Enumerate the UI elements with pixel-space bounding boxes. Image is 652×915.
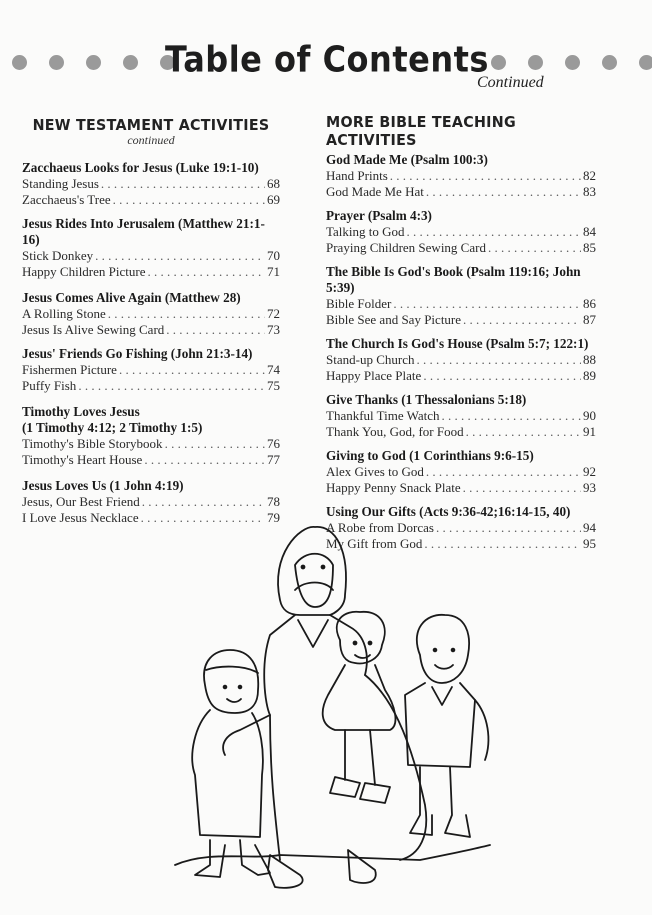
toc-entry[interactable] [326, 480, 596, 496]
entry-label: Happy Penny Snack Plate [326, 480, 461, 495]
page-subtitle: Continued [477, 74, 544, 91]
page-number: 73 [267, 322, 280, 337]
entry-label: Talking to God [326, 224, 405, 239]
entry-label: Timothy's Heart House [22, 452, 143, 467]
entry-label: A Rolling Stone [22, 306, 106, 321]
page-number: 89 [583, 368, 596, 383]
entry-label: Alex Gives to God [326, 464, 424, 479]
dot-icon [491, 55, 506, 70]
page-number: 87 [583, 312, 596, 327]
entry-label: Praying Children Sewing Card [326, 240, 486, 255]
dot-leader [463, 480, 581, 496]
page-number: 70 [267, 248, 280, 263]
dot-leader [488, 240, 581, 256]
entry-label: Stand-up Church [326, 352, 415, 367]
toc-group [326, 392, 596, 440]
dot-leader [426, 184, 581, 200]
group-title: The Bible Is God's Book (Psalm 119:16; John 5:39) [326, 264, 581, 295]
toc-group [326, 264, 596, 328]
dot-leader [463, 312, 581, 328]
toc-group [326, 208, 596, 256]
entry-label: God Made Me Hat [326, 184, 424, 199]
dot-leader [113, 192, 265, 208]
page-number: 83 [583, 184, 596, 199]
toc-group [22, 160, 280, 208]
group-title: God Made Me (Psalm 100:3) [326, 152, 488, 167]
dot-leader [390, 168, 581, 184]
toc-group [326, 152, 596, 200]
dot-leader [423, 368, 581, 384]
page-title: Table of Contents [165, 38, 489, 81]
entry-label: Hand Prints [326, 168, 388, 183]
toc-entry[interactable] [326, 296, 596, 312]
toc-group [326, 336, 596, 384]
page-number: 94 [583, 520, 596, 535]
page-number: 85 [583, 240, 596, 255]
toc-entry[interactable] [22, 192, 280, 208]
page-number: 91 [583, 424, 596, 439]
page-number: 71 [267, 264, 280, 279]
entry-label: Bible Folder [326, 296, 392, 311]
toc-entry[interactable] [326, 168, 596, 184]
toc-entry[interactable] [22, 436, 280, 452]
dot-leader [142, 494, 265, 510]
dot-leader [101, 176, 265, 192]
decorative-dots-left [12, 55, 175, 70]
toc-entry[interactable] [22, 264, 280, 280]
entry-label: Stick Donkey [22, 248, 94, 263]
dot-leader [393, 296, 581, 312]
page-number: 82 [583, 168, 596, 183]
page-number: 86 [583, 296, 596, 311]
dot-leader [147, 264, 265, 280]
toc-entry[interactable] [326, 424, 596, 440]
entry-label: Timothy's Bible Storybook [22, 436, 163, 451]
dot-icon [565, 55, 580, 70]
dot-leader [426, 464, 581, 480]
page-number: 72 [267, 306, 280, 321]
page-number: 93 [583, 480, 596, 495]
entry-label: Happy Children Picture [22, 264, 146, 279]
page-number: 68 [267, 176, 280, 191]
group-title: Using Our Gifts (Acts 9:36-42;16:14-15, 40) [326, 504, 571, 519]
group-title: Zacchaeus Looks for Jesus (Luke 19:1-10) [22, 160, 259, 175]
entry-label: My Gift from God [326, 536, 423, 551]
group-title-scripture: (1 Timothy 4:12; 2 Timothy 1:5) [22, 420, 203, 435]
toc-group [22, 346, 280, 394]
entry-label: Puffy Fish [22, 378, 77, 393]
dot-icon [528, 55, 543, 70]
toc-group [22, 290, 280, 338]
page-number: 84 [583, 224, 596, 239]
page-number: 90 [583, 408, 596, 423]
dot-icon [639, 55, 652, 70]
page-header [0, 38, 652, 98]
page-number: 88 [583, 352, 596, 367]
decorative-dots-right [491, 55, 652, 70]
toc-entry[interactable] [22, 248, 280, 264]
group-title: Prayer (Psalm 4:3) [326, 208, 432, 223]
page-number: 92 [583, 464, 596, 479]
page-number: 76 [267, 436, 280, 451]
entry-label: I Love Jesus Necklace [22, 510, 139, 525]
entry-label: Thank You, God, for Food [326, 424, 464, 439]
toc-group [22, 216, 280, 280]
dot-icon [12, 55, 27, 70]
entry-label: Jesus Is Alive Sewing Card [22, 322, 165, 337]
group-title: Give Thanks (1 Thessalonians 5:18) [326, 392, 527, 407]
more-bible-activities-column [326, 113, 596, 552]
entry-label: Fishermen Picture [22, 362, 117, 377]
toc-entry[interactable] [22, 322, 280, 338]
dot-icon [49, 55, 64, 70]
dot-icon [123, 55, 138, 70]
dot-leader [144, 452, 265, 468]
jesus-with-children-illustration [170, 515, 500, 910]
section-subtitle: continued [127, 133, 175, 147]
entry-label: A Robe from Dorcas [326, 520, 434, 535]
page-number: 95 [583, 536, 596, 551]
page-number: 77 [267, 452, 280, 467]
entry-label: Standing Jesus [22, 176, 99, 191]
page-number: 79 [267, 510, 280, 525]
toc-entry[interactable] [22, 378, 280, 394]
dot-leader [95, 248, 265, 264]
dot-icon [86, 55, 101, 70]
dot-leader [108, 306, 265, 322]
toc-entry[interactable] [326, 240, 596, 256]
dot-leader [466, 424, 581, 440]
entry-label: Bible See and Say Picture [326, 312, 462, 327]
toc-entry[interactable] [326, 408, 596, 424]
dot-leader [165, 436, 265, 452]
entry-label: Thankful Time Watch [326, 408, 440, 423]
toc-entry[interactable] [326, 312, 596, 328]
page-number: 75 [267, 378, 280, 393]
toc-entry[interactable] [326, 368, 596, 384]
dot-leader [78, 378, 265, 394]
dot-leader [166, 322, 265, 338]
toc-entry[interactable] [326, 464, 596, 480]
entry-label: Zacchaeus's Tree [22, 192, 111, 207]
toc-entry[interactable] [22, 494, 280, 510]
group-title: Timothy Loves Jesus [22, 404, 140, 419]
new-testament-column [22, 116, 280, 526]
entry-label: Happy Place Plate [326, 368, 422, 383]
section-title: MORE BIBLE TEACHING ACTIVITIES [326, 113, 516, 149]
page-number: 74 [267, 362, 280, 377]
group-title: Jesus Comes Alive Again (Matthew 28) [22, 290, 241, 305]
dot-icon [602, 55, 617, 70]
toc-group [326, 448, 596, 496]
group-title: The Church Is God's House (Psalm 5:7; 122:1) [326, 336, 589, 351]
toc-entry[interactable] [326, 224, 596, 240]
toc-entry[interactable] [22, 306, 280, 322]
dot-leader [442, 408, 581, 424]
page-number: 78 [267, 494, 280, 509]
section-title: NEW TESTAMENT ACTIVITIES [32, 116, 270, 134]
entry-label: Jesus, Our Best Friend [22, 494, 140, 509]
page-number: 69 [267, 192, 280, 207]
dot-leader [416, 352, 581, 368]
toc-entry[interactable] [326, 184, 596, 200]
dot-leader [407, 224, 581, 240]
toc-entry[interactable] [22, 452, 280, 468]
toc-entry[interactable] [22, 362, 280, 378]
toc-group [22, 404, 280, 468]
toc-entry[interactable] [22, 176, 280, 192]
group-title: Giving to God (1 Corinthians 9:6-15) [326, 448, 534, 463]
group-title: Jesus' Friends Go Fishing (John 21:3-14) [22, 346, 253, 361]
group-title: Jesus Rides Into Jerusalem (Matthew 21:1-16) [22, 216, 265, 247]
group-title: Jesus Loves Us (1 John 4:19) [22, 478, 184, 493]
toc-entry[interactable] [326, 352, 596, 368]
dot-leader [119, 362, 265, 378]
